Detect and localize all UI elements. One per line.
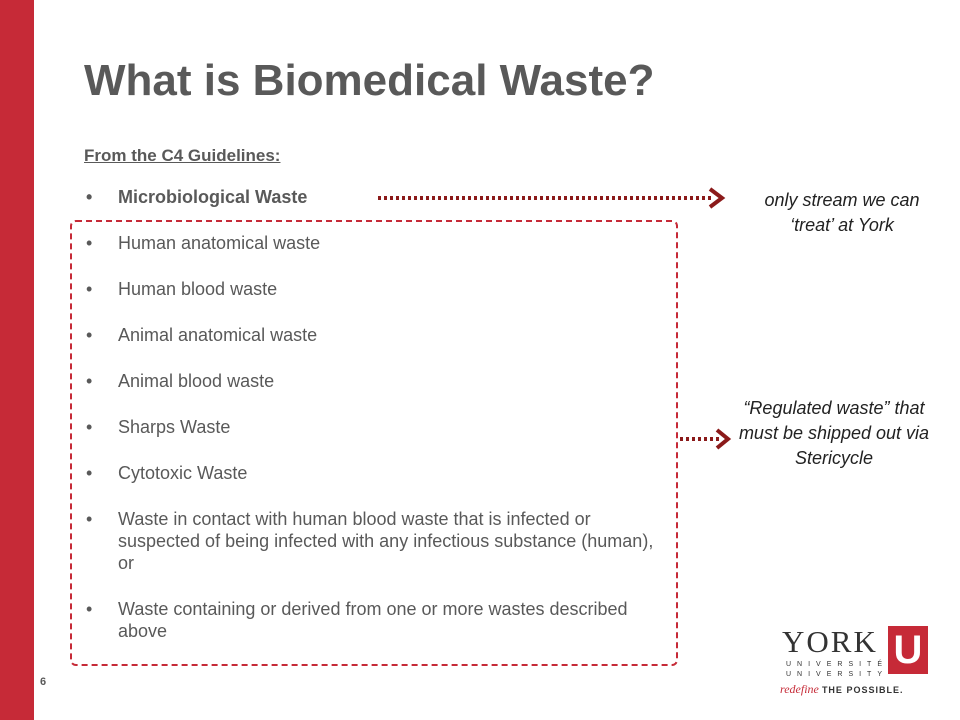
list-item: • Animal anatomical waste xyxy=(84,324,664,346)
treat-arrow-head xyxy=(710,189,722,207)
logo-wordmark: YORK xyxy=(782,624,878,659)
tagline-the-possible: THE POSSIBLE. xyxy=(821,685,904,695)
treat-note: only stream we can ‘treat’ at York xyxy=(764,190,920,235)
list-item: • Animal blood waste xyxy=(84,370,664,392)
list-item-microbiological: • Microbiological Waste xyxy=(84,186,664,208)
logo-u-mark: U xyxy=(888,626,928,674)
list-item: • Sharps Waste xyxy=(84,416,664,438)
logo-university: UNIVERSITY xyxy=(786,671,889,678)
slide-title: What is Biomedical Waste? xyxy=(84,56,655,105)
list-item: • Waste in contact with human blood waste that is infected or suspected of being infected with any infectious substance (human), or xyxy=(84,508,664,574)
logo-tagline xyxy=(780,682,903,697)
slide-number: 6 xyxy=(40,676,47,688)
regulated-note: “Regulated waste” that must be shipped out via Stericycle xyxy=(738,398,930,468)
tagline-redefine: redefine xyxy=(780,682,819,696)
slide-subtitle: From the C4 Guidelines: xyxy=(84,146,281,165)
list-item: • Cytotoxic Waste xyxy=(84,462,664,484)
york-university-logo xyxy=(776,622,936,696)
logo-universite: UNIVERSITÉ xyxy=(786,661,889,668)
list-item: • Waste containing or derived from one or more wastes described above xyxy=(84,598,664,642)
list-item: • Human blood waste xyxy=(84,278,664,300)
list-item: • Human anatomical waste xyxy=(84,232,664,254)
